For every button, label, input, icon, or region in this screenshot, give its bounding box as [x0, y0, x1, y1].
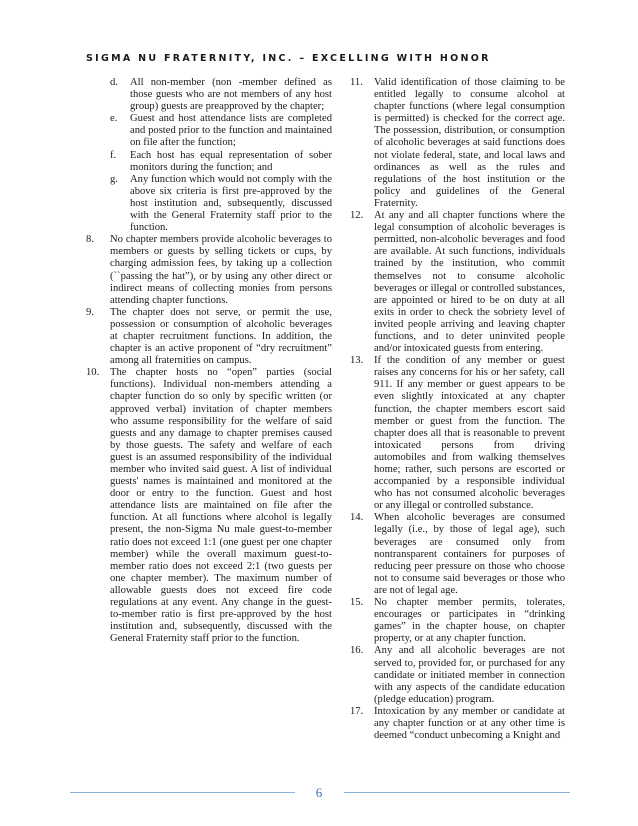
list-item-marker: 17.: [350, 705, 364, 717]
list-item-text: The chapter does not serve, or permit the use, possession or consumption of alcoholic beverages at chapter recruitment functions. In addition, the chapter is an active proponent of “dry recruitment” among all fraternities on campus.: [110, 306, 332, 367]
list-item-marker: 11.: [350, 77, 363, 88]
list-item: [350, 210, 565, 355]
list-item-text: No chapter member permits, tolerates, encourages or participates in “drinking games” in the chapter house, on chapter property, or at any chapter function.: [374, 597, 565, 645]
list-item: [86, 77, 332, 113]
list-item: [86, 307, 332, 367]
list-item: [86, 150, 332, 174]
list-item: [350, 77, 565, 210]
list-item-text: Intoxication by any member or candidate at any chapter function or at any other time is deemed “conduct unbecoming a Knight and: [374, 705, 565, 742]
list-item-text: Any function which would not comply with the above six criteria is first pre-approved by the host institution and, subsequently, discussed with the General Fraternity staff prior to the function.: [130, 173, 332, 234]
list-item-marker: 15.: [350, 597, 364, 609]
list-item-marker: e.: [110, 113, 118, 125]
list-item-text: At any and all chapter functions where the legal consumption of alcoholic beverages is permitted, non-alcoholic beverages and food are available. At such functions, individuals trained by the institution, who commit themselves not to consume alcoholic beverages or illegal or controlled substances, are appointed or hired to be on duty at all exits in order to check the sobriety level of invited people arriving and leaving chapter functions, and to deter uninvited people and/or intoxicated guests from entering.: [374, 210, 565, 355]
list-item: [350, 645, 565, 705]
list-item-text: Valid identification of those claiming to be entitled legally to consume alcohol at chapter functions (where legal consumption is permitted) is checked for the correct age. The possession, distribution, or consumption of alcoholic beverages at said functions does not violate federal, state, and local laws and ordinances as well as the rules and regulations of the host institution or the policy and guidelines of the General Fraternity.: [374, 77, 565, 209]
footer-rule-left: [70, 792, 295, 793]
list-item-text: If the condition of any member or guest raises any concerns for his or her safety, call 911. If any member or guest appears to be even slightly intoxicated at any chapter function, the chapter members escort said member or guest from the function. The chapter does all that is reasonable to prevent intoxicated persons from driving automobiles and from walking themselves home; rather, such persons are escorted or accompanied by a responsible individual who has not consumed alcoholic beverages or any illegal or controlled substance.: [374, 355, 565, 512]
footer-rule-right: [344, 792, 570, 793]
list-item: [350, 355, 565, 512]
running-header: SIGMA NU FRATERNITY, INC. – EXCELLING WITH HONOR: [86, 53, 491, 64]
list-item: [86, 113, 332, 149]
list-item-marker: 16.: [350, 645, 364, 657]
list-item: [350, 512, 565, 597]
list-item: [350, 706, 565, 742]
list-item-text: Any and all alcoholic beverages are not served to, provided for, or purchased for any candidate or initiated member in connection with any aspects of the candidate education (pledge education) program.: [374, 645, 565, 705]
left-column: [86, 77, 332, 645]
list-item: [86, 174, 332, 234]
list-item: [86, 367, 332, 645]
list-item: [350, 597, 565, 645]
list-item-marker: 8.: [86, 234, 94, 246]
list-item-marker: 12.: [350, 210, 364, 222]
list-item-marker: 10.: [86, 367, 100, 379]
list-item-text: When alcoholic beverages are consumed legally (i.e., by those of legal age), such beverages are consumed only from nontransparent containers for purposes of reducing peer pressure on those who choose not to consume said beverages or those who are not of legal age.: [374, 512, 565, 596]
list-item-marker: g.: [110, 173, 118, 185]
list-item-marker: 9.: [86, 306, 94, 318]
list-item-text: The chapter hosts no “open” parties (social functions). Individual non-members attending a chapter function do so only by specific written (or approved verbal) invitation of chapter members who assume responsibility for the welfare of said guests and any damage to chapter premises caused by those guests. The safety and welfare of each guest is an assumed responsibility of the individual member who invited said guest. A list of individual guests' names is maintained and monitored at the door or entry to the function. Guest and host attendance lists are maintained on file after the function. At all functions where alcohol is legally present, the non-Sigma Nu male guest-to-member ratio does not exceed 1:1 (one guest per one chapter member) while the overall maximum guest-to-member ratio does not exceed 2:1 (two guests per one chapter member). The maximum number of allowable guests does not exceed fire code regulations at any event. Any change in the guest-to-member ratio is first pre-approved by the host institution and, subsequently, discussed with the General Fraternity staff prior to the function.: [110, 367, 332, 645]
list-item-text: Guest and host attendance lists are completed and posted prior to the function and maintained on file after the function;: [130, 113, 332, 149]
list-item-marker: 14.: [350, 512, 364, 524]
list-item: [86, 234, 332, 307]
page-number: 6: [315, 785, 323, 800]
list-item-marker: 13.: [350, 355, 364, 367]
list-item-text: No chapter members provide alcoholic beverages to members or guests by selling tickets or cups, by charging admission fees, by taking up a collection (``passing the hat”), or by using any other direct or indirect means of collecting monies from persons attending chapter functions.: [110, 234, 332, 306]
list-item-marker: d.: [110, 77, 118, 88]
list-item-text: Each host has equal representation of sober monitors during the function; and: [130, 149, 332, 173]
list-item-text: All non-member (non -member defined as those guests who are not members of any host group) guests are preapproved by the chapter;: [130, 77, 332, 113]
right-column: [350, 77, 565, 742]
list-item-marker: f.: [110, 149, 117, 161]
